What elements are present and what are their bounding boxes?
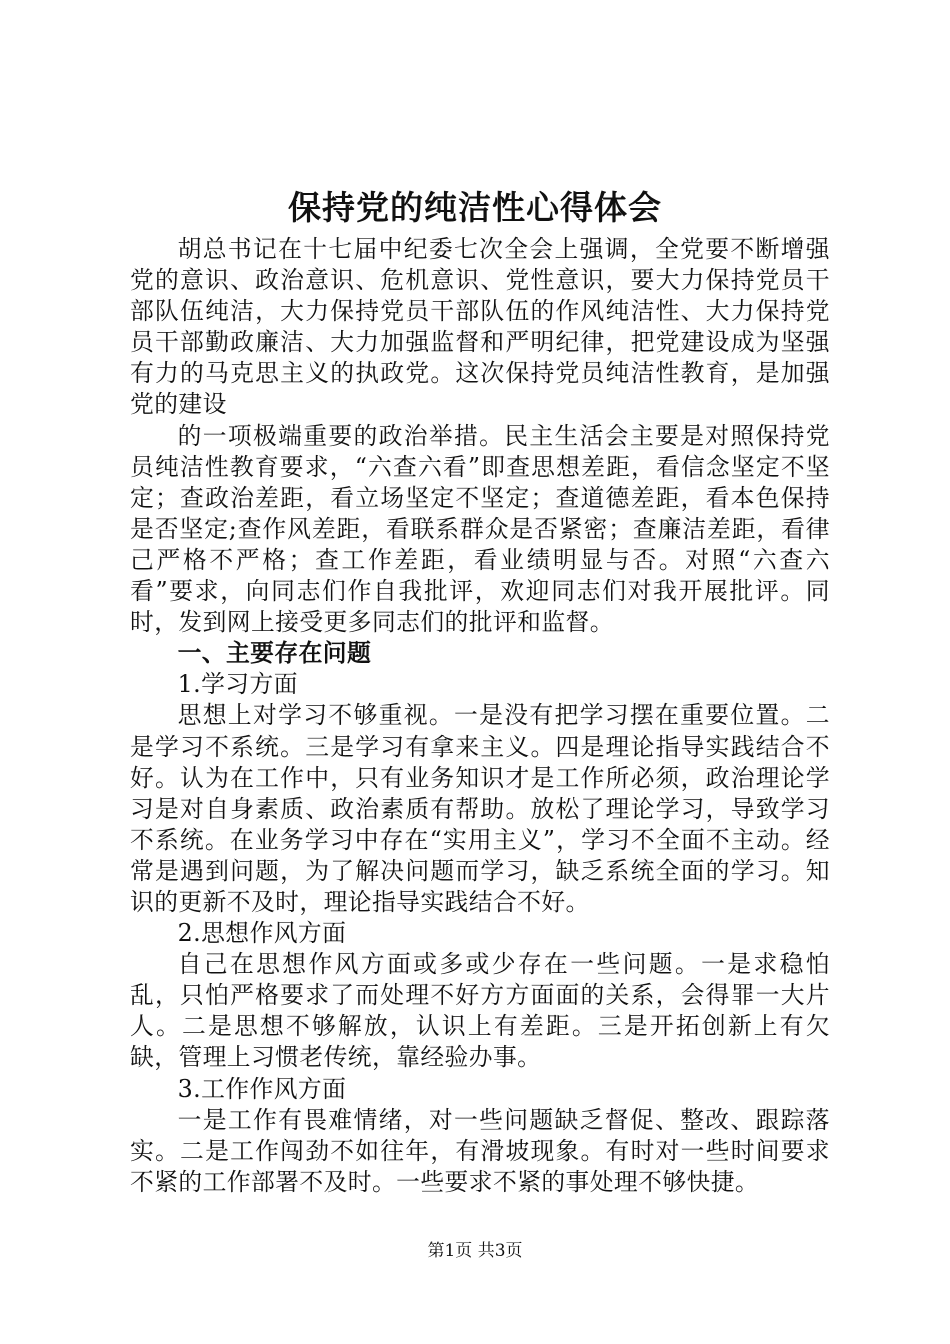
paragraph-continuation: 的一项极端重要的政治举措。民主生活会主要是对照保持党员纯洁性教育要求，“六查六看”即查思想差距，看信念坚定不坚定；查政治差距，看立场坚定不坚定；查道德差距，看本色保持是否坚定;查作风差距，看联系群众是否紧密；查廉洁差距，看律己严格不严格；查工作差距，看业绩明显与否。对照“六查六看”要求，向同志们作自我批评，欢迎同志们对我开展批评。同时，发到网上接受更多同志们的批评和监督。 — [130, 421, 830, 637]
paragraph-thinking-style: 自己在思想作风方面或多或少存在一些问题。一是求稳怕乱，只怕严格要求了而处理不好方方面面的关系，会得罪一大片人。二是思想不够解放，认识上有差距。三是开拓创新上有欠缺，管理上习惯老传统，靠经验办事。 — [130, 950, 830, 1072]
paragraph-work-style: 一是工作有畏难情绪，对一些问题缺乏督促、整改、跟踪落实。二是工作闯劲不如往年，有滑坡现象。有时对一些时间要求不紧的工作部署不及时。一些要求不紧的事处理不够快捷。 — [130, 1105, 830, 1196]
document-title: 保持党的纯洁性心得体会 — [288, 188, 662, 227]
document-body — [130, 234, 830, 1198]
paragraph-intro: 胡总书记在十七届中纪委七次全会上强调，全党要不断增强党的意识、政治意识、危机意识、党性意识，要大力保持党员干部队伍纯洁，大力保持党员干部队伍的作风纯洁性、大力保持党员干部勤政廉洁、大力加强监督和严明纪律，把党建设成为坚强有力的马克思主义的执政党。这次保持党员纯洁性教育，是加强党的建设 — [130, 235, 830, 419]
subheading-work-style: 3.工作作风方面 — [177, 1074, 347, 1103]
subheading-study: 1.学习方面 — [177, 670, 298, 699]
subheading-thinking-style: 2.思想作风方面 — [177, 919, 347, 948]
section-heading-problems: 一、主要存在问题 — [177, 639, 372, 668]
paragraph-study: 思想上对学习不够重视。一是没有把学习摆在重要位置。二是学习不系统。三是学习有拿来主义。四是理论指导实践结合不好。认为在工作中，只有业务知识才是工作所必须，政治理论学习是对自身素质、政治素质有帮助。放松了理论学习，导致学习不系统。在业务学习中存在“实用主义”，学习不全面不主动。经常是遇到问题，为了解决问题而学习，缺乏系统全面的学习。知识的更新不及时，理论指导实践结合不好。 — [130, 701, 830, 916]
page-number: 第1页 共3页 — [427, 1241, 523, 1261]
